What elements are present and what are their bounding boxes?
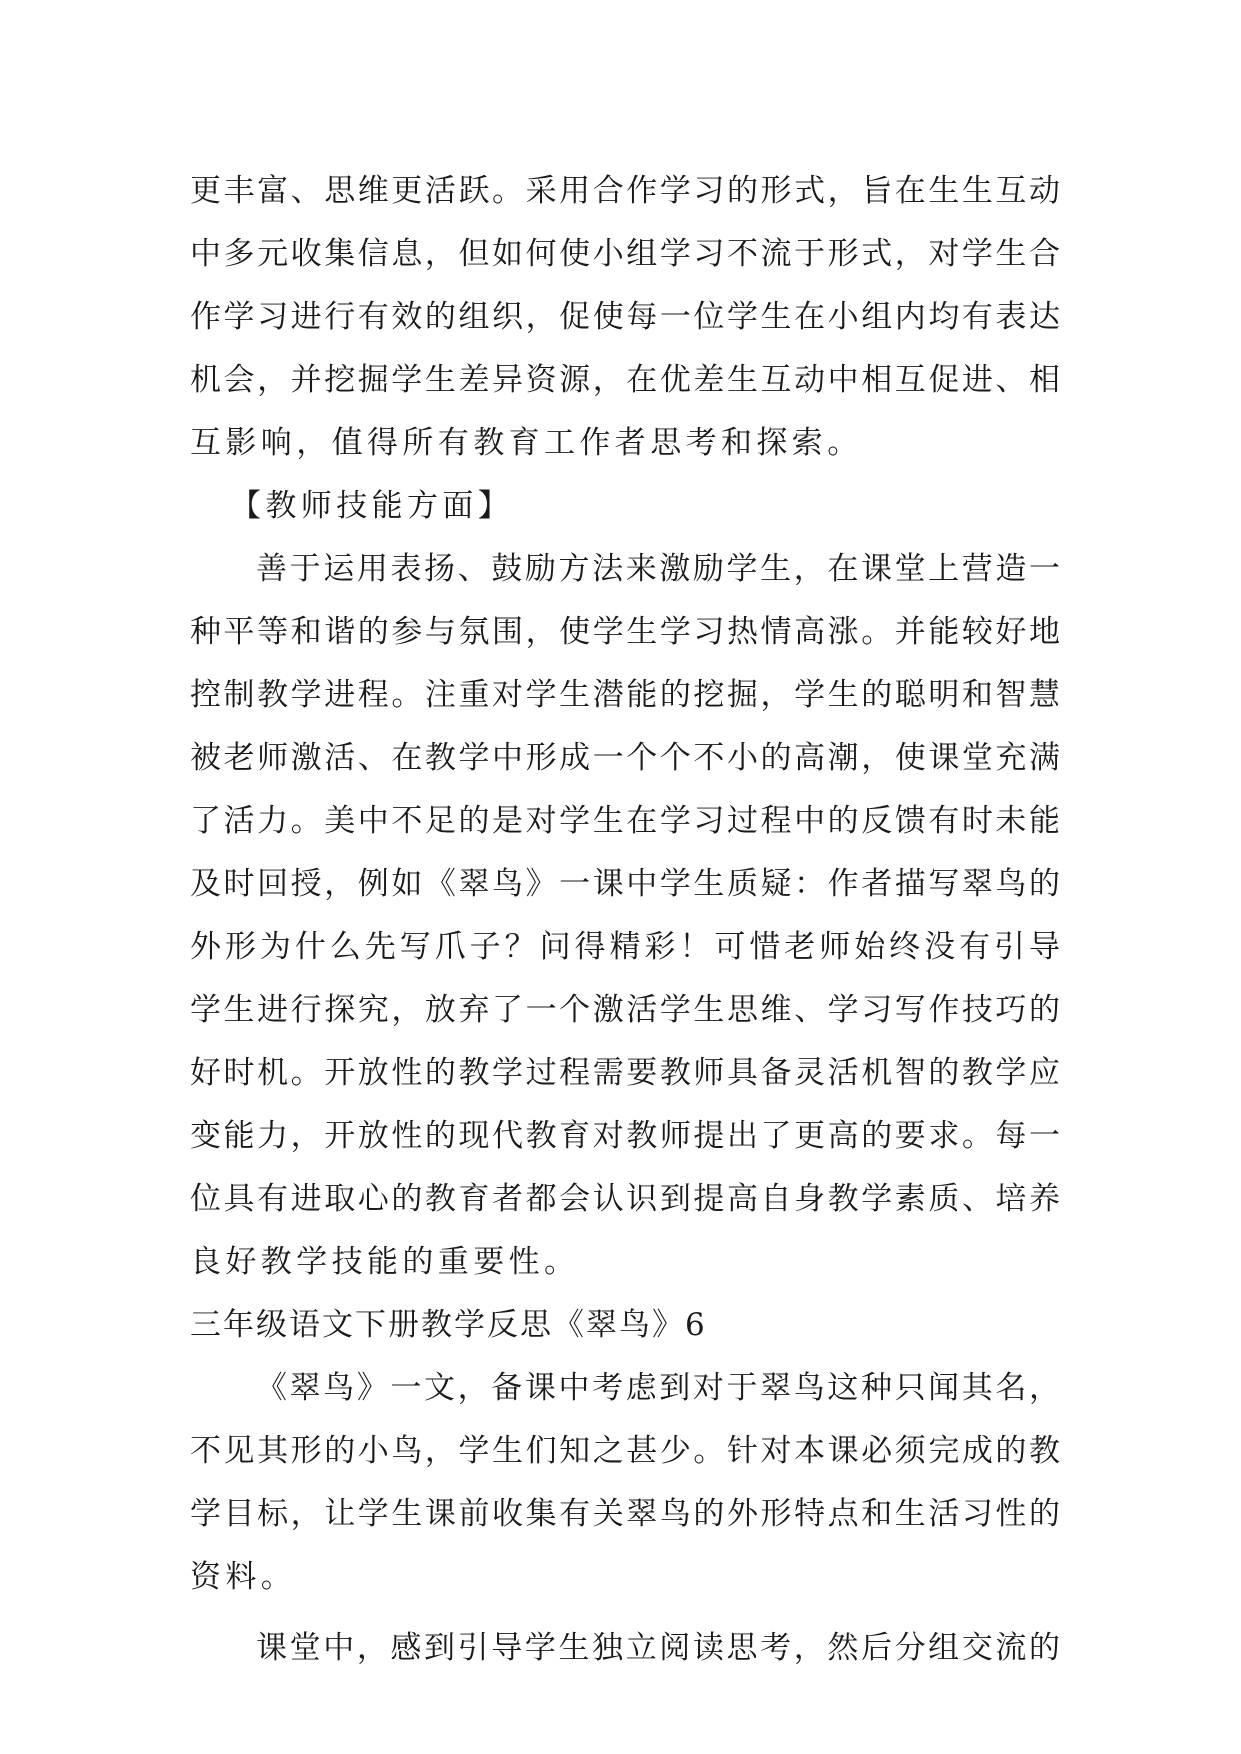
text-line: 更丰富、思维更活跃。采用合作学习的形式，旨在生生互动 — [190, 173, 1060, 209]
text-line: 控制教学进程。注重对学生潜能的挖掘，学生的聪明和智慧 — [190, 677, 1060, 713]
paragraph-continuation — [190, 160, 1060, 475]
article-title: 三年级语文下册教学反思《翠鸟》6 — [190, 1307, 707, 1343]
paragraph-teacher-skills — [190, 538, 1060, 1294]
text-line: 不见其形的小鸟，学生们知之甚少。针对本课必须完成的教 — [190, 1433, 1060, 1469]
document-body — [190, 160, 1060, 1680]
paragraph-classroom — [190, 1617, 1060, 1680]
text-line: 课堂中，感到引导学生独立阅读思考，然后分组交流的 — [256, 1630, 1060, 1666]
text-line: 及时回授，例如《翠鸟》一课中学生质疑：作者描写翠鸟的 — [190, 866, 1060, 902]
text-line: 作学习进行有效的组织，促使每一位学生在小组内均有表达 — [190, 299, 1060, 335]
text-line: 位具有进取心的教育者都会认识到提高自身教学素质、培养 — [190, 1181, 1060, 1217]
text-line: 中多元收集信息，但如何使小组学习不流于形式，对学生合 — [190, 236, 1060, 272]
text-line: 外形为什么先写爪子？问得精彩！可惜老师始终没有引导 — [190, 929, 1060, 965]
text-line: 被老师激活、在教学中形成一个个不小的高潮，使课堂充满 — [190, 740, 1060, 776]
text-line: 好时机。开放性的教学过程需要教师具备灵活机智的教学应 — [190, 1055, 1060, 1091]
text-line: 学生进行探究，放弃了一个激活学生思维、学习写作技巧的 — [190, 992, 1060, 1028]
text-line: 《翠鸟》一文，备课中考虑到对于翠鸟这种只闻其名， — [256, 1370, 1060, 1406]
text-line: 互影响，值得所有教育工作者思考和探索。 — [190, 425, 863, 461]
text-line: 善于运用表扬、鼓励方法来激励学生，在课堂上营造一 — [256, 551, 1060, 587]
text-line: 良好教学技能的重要性。 — [190, 1244, 580, 1280]
text-line: 了活力。美中不足的是对学生在学习过程中的反馈有时未能 — [190, 803, 1060, 839]
text-line: 变能力，开放性的现代教育对教师提出了更高的要求。每一 — [190, 1118, 1060, 1154]
text-line: 学目标，让学生课前收集有关翠鸟的外形特点和生活习性的 — [190, 1496, 1060, 1532]
text-line: 机会，并挖掘学生差异资源，在优差生互动中相互促进、相 — [190, 362, 1060, 398]
paragraph-preparation — [190, 1357, 1060, 1609]
text-line: 种平等和谐的参与氛围，使学生学习热情高涨。并能较好地 — [190, 614, 1060, 650]
text-line: 资料。 — [190, 1559, 297, 1595]
section-heading: 【教师技能方面】 — [230, 488, 514, 524]
